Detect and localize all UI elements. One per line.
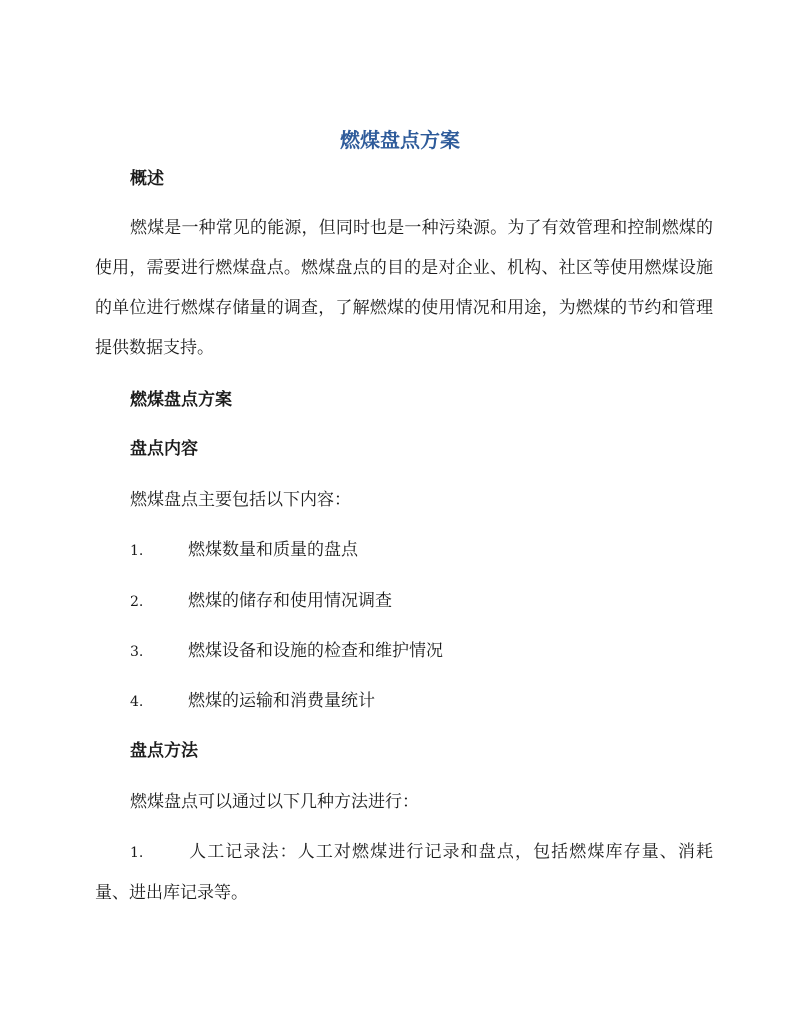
- content-list-item: [130, 689, 375, 714]
- method-intro: 燃煤盘点可以通过以下几种方法进行：: [130, 792, 419, 812]
- list-item-number: 4.: [130, 694, 144, 710]
- list-item-number: 1.: [130, 845, 144, 861]
- method-list-item: [95, 832, 713, 913]
- document-title: 燃煤盘点方案: [340, 128, 460, 152]
- overview-paragraph: 燃煤是一种常见的能源，但同时也是一种污染源。为了有效管理和控制燃煤的使用，需要进行燃煤盘点。燃煤盘点的目的是对企业、机构、社区等使用燃煤设施的单位进行燃煤存储量的调查，了解燃煤的使用情况和用途，为燃煤的节约和管理提供数据支持。: [95, 218, 713, 358]
- content-list-item: [130, 538, 358, 563]
- overview-heading: 概述: [130, 169, 164, 189]
- list-item-text: 燃煤的储存和使用情况调查: [188, 591, 392, 611]
- list-item-text: 燃煤设备和设施的检查和维护情况: [188, 641, 443, 661]
- list-item-text: 人工记录法：人工对燃煤进行记录和盘点，包括燃煤库存量、消耗量、进出库记录等。: [95, 842, 713, 903]
- list-item-number: 3.: [130, 644, 144, 660]
- method-heading: 盘点方法: [130, 741, 198, 761]
- content-list-item: [130, 639, 443, 664]
- list-item-text: 燃煤的运输和消费量统计: [188, 691, 375, 711]
- content-intro: 燃煤盘点主要包括以下内容：: [130, 490, 351, 510]
- plan-heading: 燃煤盘点方案: [130, 390, 232, 410]
- list-item-number: 1.: [130, 543, 144, 559]
- content-list-item: [130, 589, 392, 614]
- content-heading: 盘点内容: [130, 439, 198, 459]
- list-item-text: 燃煤数量和质量的盘点: [188, 540, 358, 560]
- list-item-number: 2.: [130, 594, 144, 610]
